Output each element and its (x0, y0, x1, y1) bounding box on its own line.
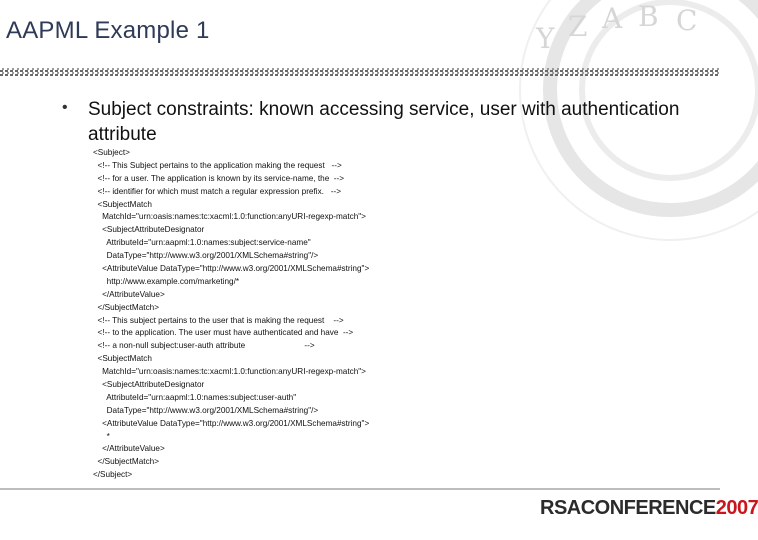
code-line: <!-- This subject pertains to the user that is making the request --> (93, 315, 344, 325)
footer-rule (0, 488, 720, 490)
header-letter: B (638, 0, 659, 33)
code-line: http://www.example.com/marketing/* (93, 276, 240, 286)
slide-header (0, 0, 720, 62)
decorative-divider (0, 66, 720, 78)
code-line: <SubjectAttributeDesignator (93, 380, 205, 390)
code-line: <!-- This Subject pertains to the application making the request --> (93, 160, 342, 170)
code-line: <!-- a non-null subject:user-auth attribute --> (93, 341, 315, 351)
rsa-conference-logo (540, 497, 758, 520)
code-line: </Subject> (93, 470, 133, 480)
code-line: MatchId="urn:oasis:names:tc:xacml:1.0:function:anyURI-regexp-match"> (93, 212, 366, 222)
header-letter: Y (536, 22, 555, 55)
code-line: <SubjectMatch (93, 354, 152, 364)
logo-year: 2007 (715, 497, 758, 519)
slide-title: AAPML Example 1 (6, 17, 210, 44)
logo-text: RSACONFERENCE (540, 497, 716, 519)
code-line: MatchId="urn:oasis:names:tc:xacml:1.0:function:anyURI-regexp-match"> (93, 367, 366, 377)
code-line: <AttributeValue DataType="http://www.w3.org/2001/XMLSchema#string"> (93, 264, 370, 274)
bullet-text: Subject constraints: known accessing service, user with authentication attribute (88, 99, 680, 145)
header-letter: C (676, 4, 698, 37)
code-line: <SubjectAttributeDesignator (93, 225, 205, 235)
code-line: AttributeId="urn:aapml:1.0:names:subject:user-auth" (93, 392, 297, 402)
alphabet-wheel-artwork (440, 0, 720, 62)
bullet-dot-icon: • (62, 99, 68, 116)
code-line: </SubjectMatch> (93, 302, 159, 312)
code-line: AttributeId="urn:aapml:1.0:names:subject:service-name" (93, 238, 311, 248)
code-line: <!-- for a user. The application is known by its service-name, the --> (93, 173, 345, 183)
code-line: <Subject> (93, 148, 130, 157)
code-line: * (93, 431, 110, 441)
header-letter: A (602, 2, 623, 35)
code-line: </AttributeValue> (93, 444, 165, 454)
code-line: <!-- to the application. The user must have authenticated and have --> (93, 328, 354, 338)
code-line: </SubjectMatch> (93, 457, 159, 467)
xml-code-block (93, 147, 653, 482)
header-letter: Z (568, 10, 588, 43)
code-line: DataType="http://www.w3.org/2001/XMLSchema#string"/> (93, 405, 319, 415)
code-line: <!-- identifier for which must match a regular expression prefix. --> (93, 186, 341, 196)
code-line: <SubjectMatch (93, 199, 152, 209)
code-line: <AttributeValue DataType="http://www.w3.org/2001/XMLSchema#string"> (93, 418, 370, 428)
code-line: </AttributeValue> (93, 289, 165, 299)
code-line: DataType="http://www.w3.org/2001/XMLSchema#string"/> (93, 251, 319, 261)
